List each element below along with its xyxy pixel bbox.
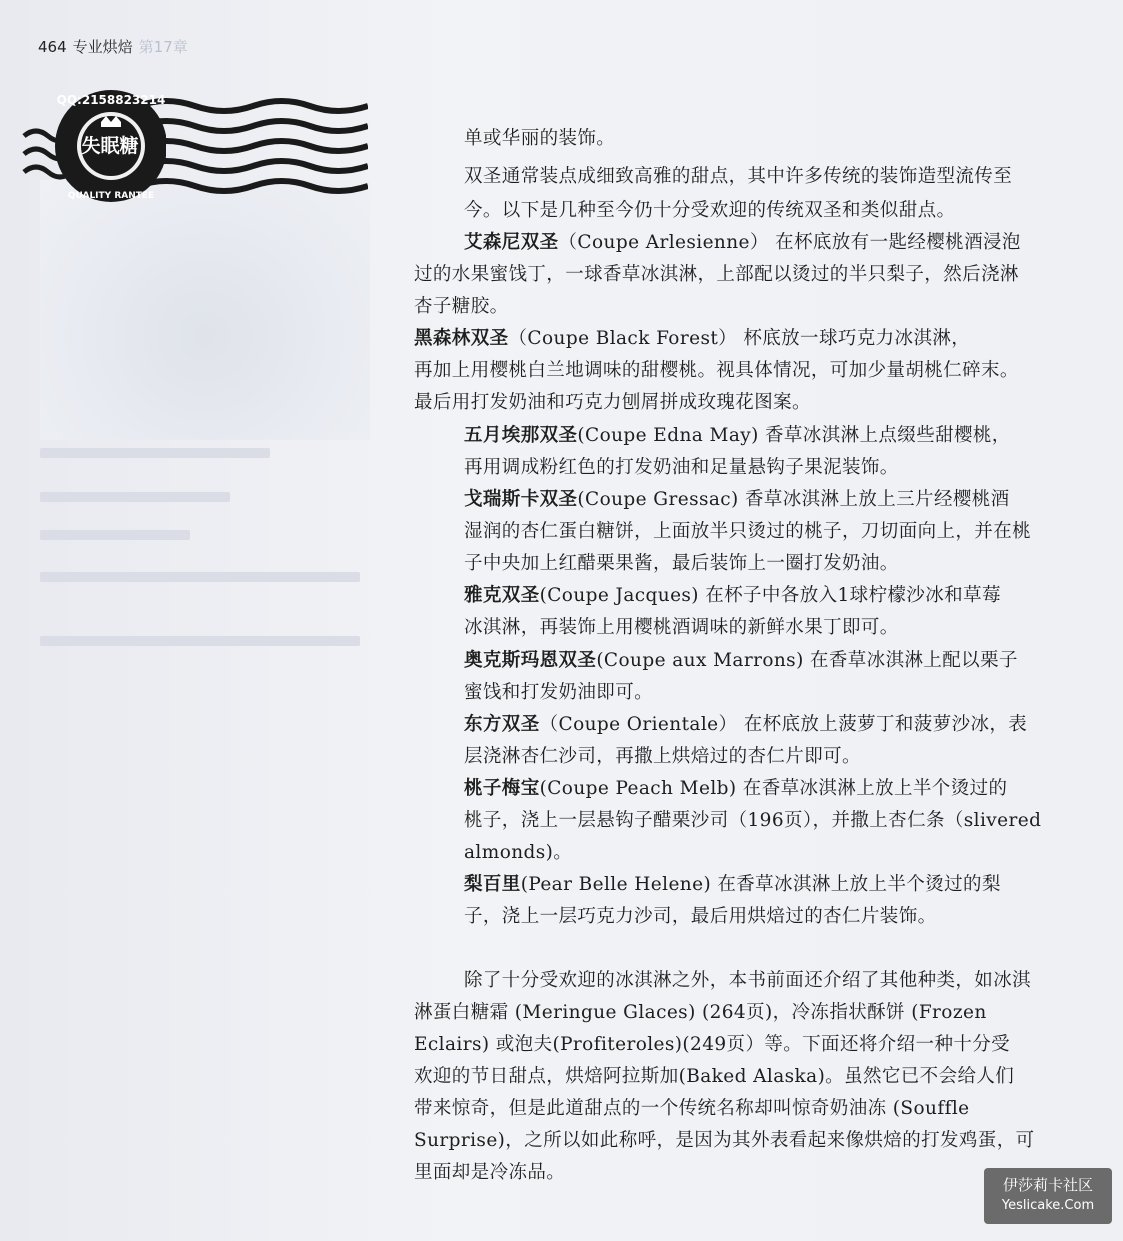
page-number: 464 (38, 38, 67, 56)
text-line: 带来惊奇，但是此道甜点的一个传统名称却叫惊奇奶油冻 (Souffle (414, 1098, 970, 1119)
book-title: 专业烘焙 (72, 38, 133, 56)
entry-text: (Coupe Edna May) 香草冰淇淋上点缀些甜樱桃， (577, 425, 1011, 446)
text-line: 除了十分受欢迎的冰淇淋之外，本书前面还介绍了其他种类，如冰淇 (464, 970, 1032, 991)
entry-coupe-jacques (464, 581, 1001, 607)
text-line: 最后用打发奶油和巧克力刨屑拼成玫瑰花图案。 (414, 392, 811, 413)
text-line: 桃子，浇上一层悬钩子醋栗沙司（196页），并撒上杏仁条（slivered (464, 810, 1042, 831)
faded-text-line (40, 448, 270, 458)
entry-text: (Coupe aux Marrons) 在香草冰淇淋上配以栗子 (596, 650, 1018, 671)
entry-title: 桃子梅宝 (464, 778, 540, 799)
text-line: 冰淇淋，再装饰上用樱桃酒调味的新鲜水果丁即可。 (464, 617, 899, 638)
entry-text: （Coupe Black Forest） 杯底放一球巧克力冰淇淋， (508, 328, 971, 349)
svg-text:QUALITY RANTEE: QUALITY RANTEE (67, 191, 155, 201)
faded-text-line (40, 636, 360, 646)
svg-text:QQ:2158823214: QQ:2158823214 (56, 93, 166, 107)
faded-text-line (40, 572, 360, 582)
text-line: 今。以下是几种至今仍十分受欢迎的传统双圣和类似甜点。 (464, 200, 956, 221)
entry-coupe-peach-melb (464, 774, 1007, 800)
entry-title: 东方双圣 (464, 714, 540, 735)
text-line: 子中央加上红醋栗果酱，最后装饰上一圈打发奶油。 (464, 553, 899, 574)
text-line: 里面却是冷冻品。 (414, 1162, 566, 1183)
text-line: 子，浇上一层巧克力沙司，最后用烘焙过的杏仁片装饰。 (464, 906, 937, 927)
entry-title: 梨百里 (464, 874, 521, 895)
text-line: almonds)。 (464, 842, 573, 863)
faded-text-line (40, 492, 230, 502)
text-line: 欢迎的节日甜点，烘焙阿拉斯加(Baked Alaska)。虽然它已不会给人们 (414, 1066, 1015, 1087)
watermark-name: 伊莎莉卡社区 (1002, 1176, 1093, 1194)
entry-pear-belle-helene (464, 870, 1001, 896)
text-line: 湿润的杏仁蛋白糖饼，上面放半只烫过的桃子，刀切面向上，并在桃 (464, 521, 1032, 542)
entry-title: 五月埃那双圣 (464, 425, 578, 446)
text-line: 层浇淋杏仁沙司，再撒上烘焙过的杏仁片即可。 (464, 746, 861, 767)
text-line: 杏子糖胶。 (414, 296, 509, 317)
text-line: 再加上用樱桃白兰地调味的甜樱桃。视具体情况，可加少量胡桃仁碎末。 (414, 360, 1019, 381)
entry-text: （Coupe Arlesienne） 在杯底放有一匙经樱桃酒浸泡 (558, 232, 1021, 253)
text-line: 再用调成粉红色的打发奶油和足量悬钩子果泥装饰。 (464, 457, 899, 478)
entry-coupe-arlesienne (464, 228, 1021, 254)
text-line: 淋蛋白糖霜 (Meringue Glaces) (264页)，冷冻指状酥饼 (Frozen (414, 1002, 987, 1023)
text-line: Eclairs) 或泡夫(Profiteroles)(249页）等。下面还将介绍一种十分受 (414, 1034, 1011, 1055)
entry-text: (Pear Belle Helene) 在香草冰淇淋上放上半个烫过的梨 (520, 874, 1001, 895)
text-line: 单或华丽的装饰。 (464, 128, 616, 149)
entry-title: 艾森尼双圣 (464, 232, 559, 253)
faded-photo (40, 180, 370, 440)
entry-text: (Coupe Gressac) 香草冰淇淋上放上三片经樱桃酒 (577, 489, 1010, 510)
entry-coupe-black-forest (414, 324, 970, 350)
text-line: 蜜饯和打发奶油即可。 (464, 682, 654, 703)
entry-title: 黑森林双圣 (414, 328, 509, 349)
text-line: 双圣通常装点成细致高雅的甜点，其中许多传统的装饰造型流传至 (464, 166, 1013, 187)
page-header (38, 36, 188, 57)
entry-coupe-edna-may (464, 421, 1011, 447)
text-line: 过的水果蜜饯丁，一球香草冰淇淋，上部配以烫过的半只梨子，然后浇淋 (414, 264, 1019, 285)
entry-title: 雅克双圣 (464, 585, 540, 606)
entry-title: 戈瑞斯卡双圣 (464, 489, 578, 510)
text-line: Surprise)，之所以如此称呼，是因为其外表看起来像烘焙的打发鸡蛋，可 (414, 1130, 1035, 1151)
entry-title: 奥克斯玛恩双圣 (464, 650, 597, 671)
postmark-wavy-lines (138, 96, 368, 196)
entry-coupe-gressac (464, 485, 1010, 511)
entry-coupe-aux-marrons (464, 646, 1018, 672)
entry-text: （Coupe Orientale） 在杯底放上菠萝丁和菠萝沙冰，表 (539, 714, 1028, 735)
stamp-label: 失眠糖 (81, 135, 139, 157)
entry-text: (Coupe Jacques) 在杯子中各放入1球柠檬沙冰和草莓 (539, 585, 1001, 606)
watermark-site: Yeslicake.Com (1001, 1198, 1095, 1213)
entry-coupe-orientale (464, 710, 1027, 736)
chapter-label: 第17章 (138, 38, 188, 56)
site-watermark (984, 1168, 1112, 1224)
entry-text: (Coupe Peach Melb) 在香草冰淇淋上放上半个烫过的 (539, 778, 1008, 799)
faded-text-line (40, 530, 190, 540)
